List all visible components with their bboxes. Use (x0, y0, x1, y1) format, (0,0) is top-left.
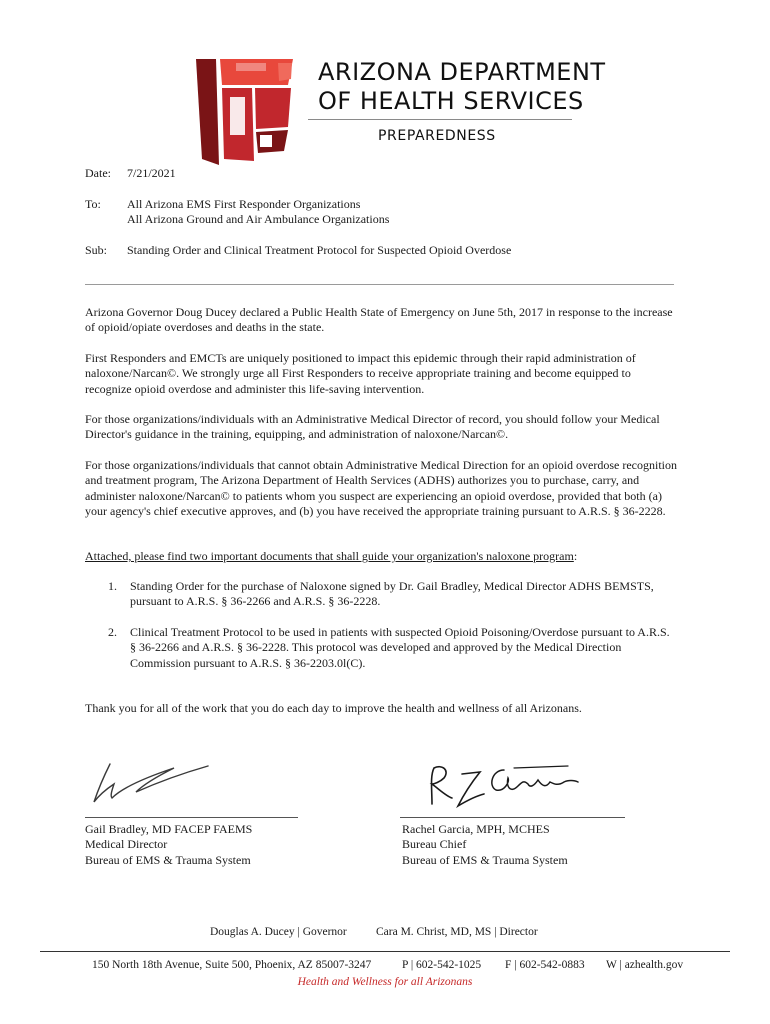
header-divider (85, 284, 674, 285)
footer-website[interactable]: W | azhealth.gov (606, 959, 684, 971)
paragraph-first-responders: First Responders and EMCTs are uniquely positioned to impact this epidemic through their rapid administration of naloxone/Narcan©. We strongly urge all First Responders to receive appropriate training and become equipped to recognize opioid overdose and administer this life-saving intervention. (85, 351, 636, 396)
org-name-line1: ARIZONA DEPARTMENT (318, 58, 606, 86)
to-label: To: (85, 197, 101, 211)
signature-bradley-icon (88, 758, 218, 808)
signer-unit: Bureau of EMS & Trauma System (402, 852, 568, 867)
signature-block-right (402, 822, 568, 868)
list-item-number: 1. (108, 579, 117, 593)
signer-name: Rachel Garcia, MPH, MCHES (402, 822, 550, 836)
paragraph-thanks: Thank you for all of the work that you do each day to improve the health and wellness of all Arizonans. (85, 701, 582, 715)
signature-line-left (85, 817, 298, 818)
org-name-line2: OF HEALTH SERVICES (318, 87, 584, 115)
signature-garcia-icon (418, 760, 588, 812)
paragraph-authorization: For those organizations/individuals that cannot obtain Administrative Medical Direction for an opioid overdose recognition and treatment program, The Arizona Department of Health Services (ADHS) authorizes you to purchase, carry, and administer naloxone/Narcan© to patients whom you suspect are experiencing an opioid overdose, provided that both (a) your agency's chief executive approves, and (b) you have received the appropriate training pursuant to A.R.S. § 36-2228. (85, 458, 677, 518)
signer-name: Gail Bradley, MD FACEP FAEMS (85, 822, 253, 836)
footer-governor: Douglas A. Ducey | Governor (210, 926, 347, 938)
date-value: 7/21/2021 (127, 166, 176, 180)
letterhead-divider (308, 119, 572, 120)
org-name (318, 58, 606, 116)
adhs-logo-icon (196, 55, 296, 165)
subject-label: Sub: (85, 243, 108, 257)
signer-title: Medical Director (85, 837, 168, 852)
footer-address: 150 North 18th Avenue, Suite 500, Phoenix, AZ 85007-3247 (92, 959, 372, 971)
signature-block-left (85, 822, 252, 868)
list-item (108, 625, 678, 671)
signer-title: Bureau Chief (402, 837, 467, 852)
division-name: PREPAREDNESS (378, 128, 496, 144)
paragraph-medical-director: For those organizations/individuals with an Administrative Medical Director of record, you should follow your Medical Director's guidance in the training, equipping, and administration of naloxone/Narcan©. (85, 412, 660, 442)
signer-unit: Bureau of EMS & Trauma System (85, 852, 251, 867)
footer-tagline: Health and Wellness for all Arizonans (297, 976, 473, 988)
paragraph-emergency: Arizona Governor Doug Ducey declared a Public Health State of Emergency on June 5th, 2017 in response to the increase of opioid/opiate overdoses and deaths in the state. (85, 305, 673, 335)
footer-divider (40, 951, 730, 952)
attached-heading (85, 549, 677, 564)
subject-value: Standing Order and Clinical Treatment Protocol for Suspected Opioid Overdose (127, 243, 512, 257)
footer-fax: F | 602-542-0883 (505, 959, 585, 971)
to-line-1: All Arizona EMS First Responder Organizations (127, 197, 361, 211)
to-line-2: All Arizona Ground and Air Ambulance Organizations (127, 212, 390, 226)
list-item-text: Clinical Treatment Protocol to be used in patients with suspected Opioid Poisoning/Overdose pursuant to A.R.S. § 36-2266 and A.R.S. § 36-2228. This protocol was developed and approved by the Medical Direction Commission pursuant to A.R.S. § 36-2203.0l(C). (130, 625, 670, 670)
footer-phone: P | 602-542-1025 (402, 959, 482, 971)
attached-colon: : (573, 549, 578, 563)
date-label: Date: (85, 166, 111, 180)
attached-text: Attached, please find two important documents that shall guide your organization's naloxone program (85, 549, 574, 563)
footer-director: Cara M. Christ, MD, MS | Director (376, 926, 538, 938)
list-item-text: Standing Order for the purchase of Naloxone signed by Dr. Gail Bradley, Medical Director ADHS BEMSTS, pursuant to A.R.S. § 36-2266 and A.R.S. § 36-2228. (130, 579, 654, 609)
signature-line-right (400, 817, 625, 818)
list-item (108, 579, 678, 610)
list-item-number: 2. (108, 625, 117, 639)
